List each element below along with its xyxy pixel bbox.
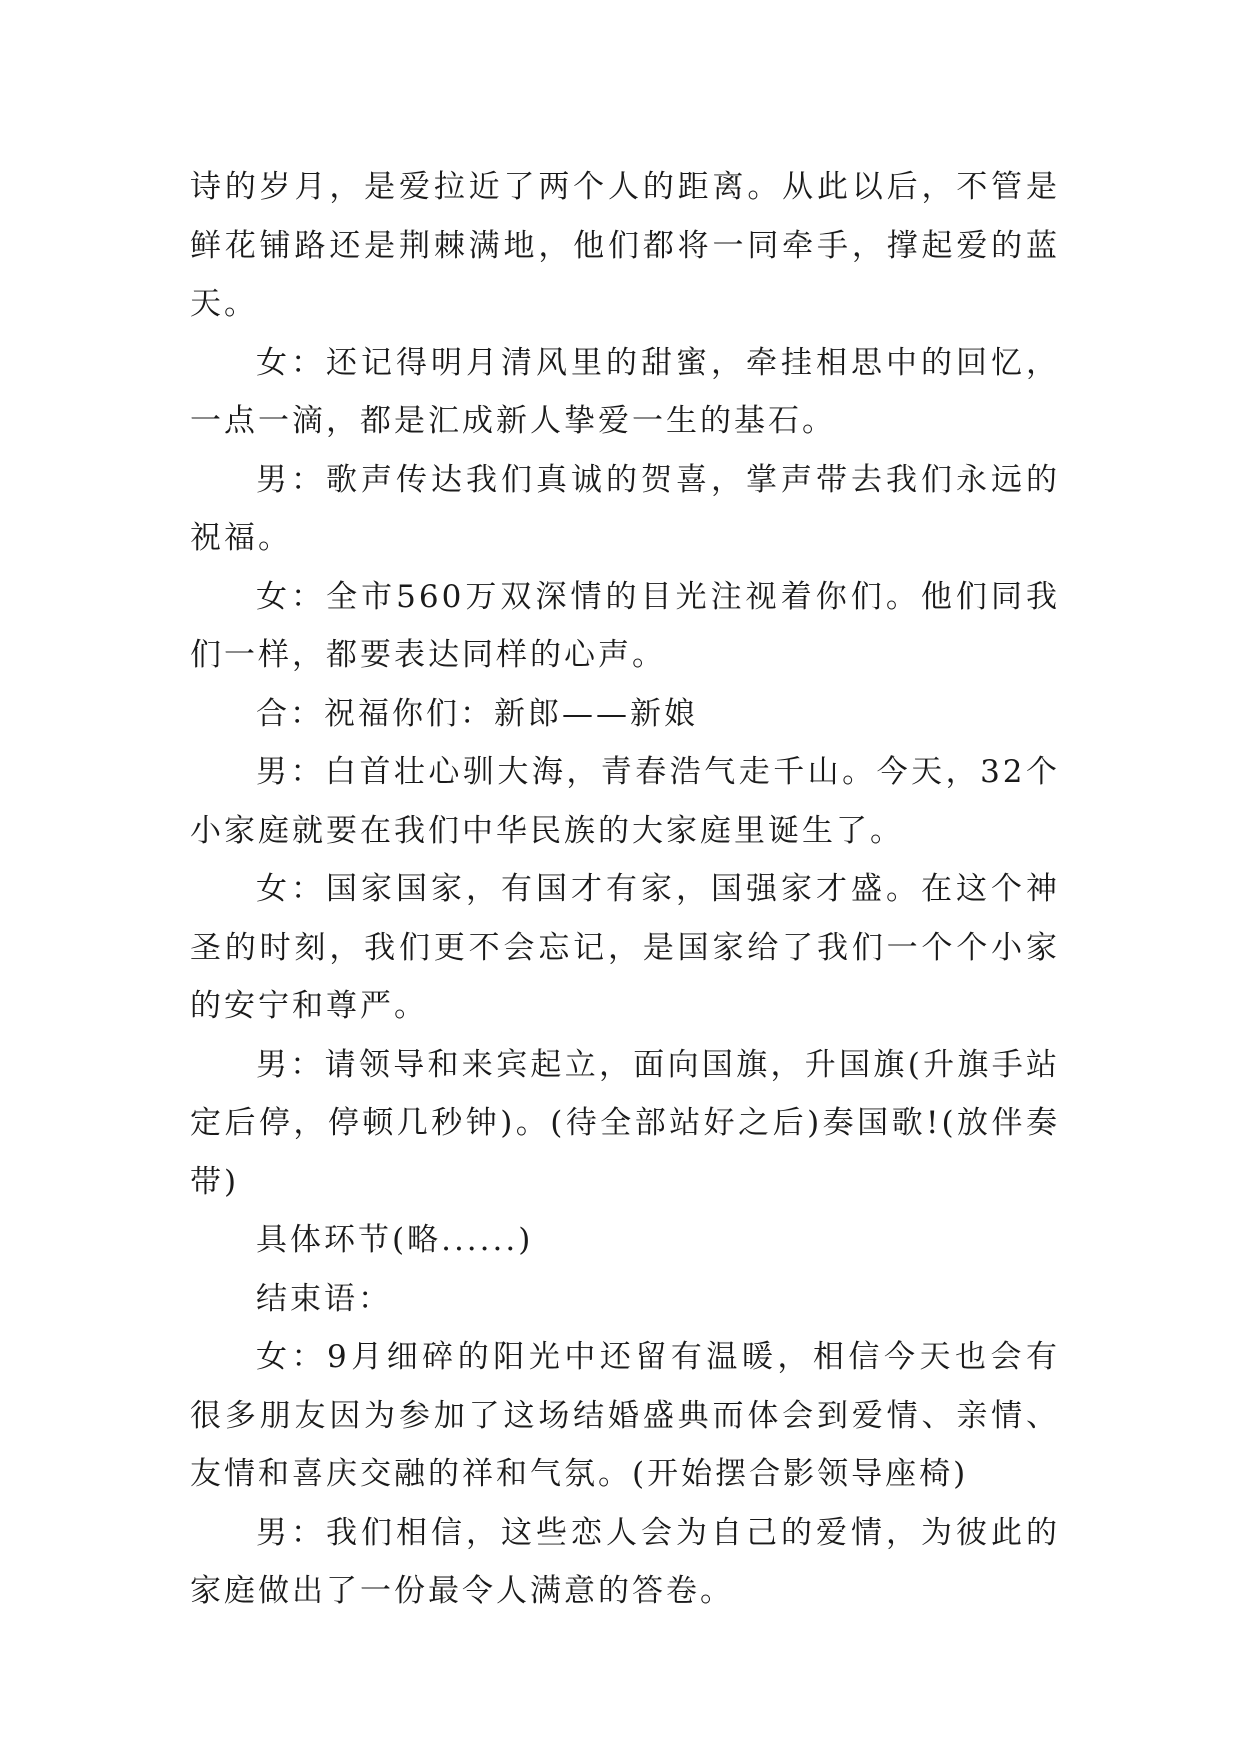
paragraph-details: 具体环节(略......) <box>256 1222 534 1258</box>
document-body <box>190 158 1060 1621</box>
paragraph-closing-heading: 结束语： <box>256 1280 392 1317</box>
paragraph-male-3: 男：请领导和来宾起立，面向国旗，升国旗(升旗手站定后停，停顿几秒钟)。(待全部站好之后)奏国歌!(放伴奏带) <box>190 1046 1060 1200</box>
paragraph-female-2: 女：全市560万双深情的目光注视着你们。他们同我们一样，都要表达同样的心声。 <box>190 578 1060 673</box>
paragraph-female-1: 女：还记得明月清风里的甜蜜，牵挂相思中的回忆，一点一滴，都是汇成新人挚爱一生的基石。 <box>190 344 1060 439</box>
paragraph-male-1: 男：歌声传达我们真诚的贺喜，掌声带去我们永远的祝福。 <box>190 461 1060 556</box>
paragraph-male-2: 男：白首壮心驯大海，青春浩气走千山。今天，32个小家庭就要在我们中华民族的大家庭里诞生了。 <box>190 754 1060 849</box>
paragraph-male-4: 男：我们相信，这些恋人会为自己的爱情，为彼此的家庭做出了一份最令人满意的答卷。 <box>190 1514 1060 1609</box>
paragraph-female-3: 女：国家国家，有国才有家，国强家才盛。在这个神圣的时刻，我们更不会忘记，是国家给了我们一个个小家的安宁和尊严。 <box>190 871 1060 1024</box>
paragraph-female-4: 女：9月细碎的阳光中还留有温暖，相信今天也会有很多朋友因为参加了这场结婚盛典而体会到爱情、亲情、友情和喜庆交融的祥和气氛。(开始摆合影领导座椅) <box>190 1339 1060 1492</box>
paragraph-together: 合：祝福你们：新郎——新娘 <box>256 695 698 732</box>
paragraph-continuation: 诗的岁月，是爱拉近了两个人的距离。从此以后，不管是鲜花铺路还是荆棘满地，他们都将一同牵手，撑起爱的蓝天。 <box>190 169 1060 322</box>
